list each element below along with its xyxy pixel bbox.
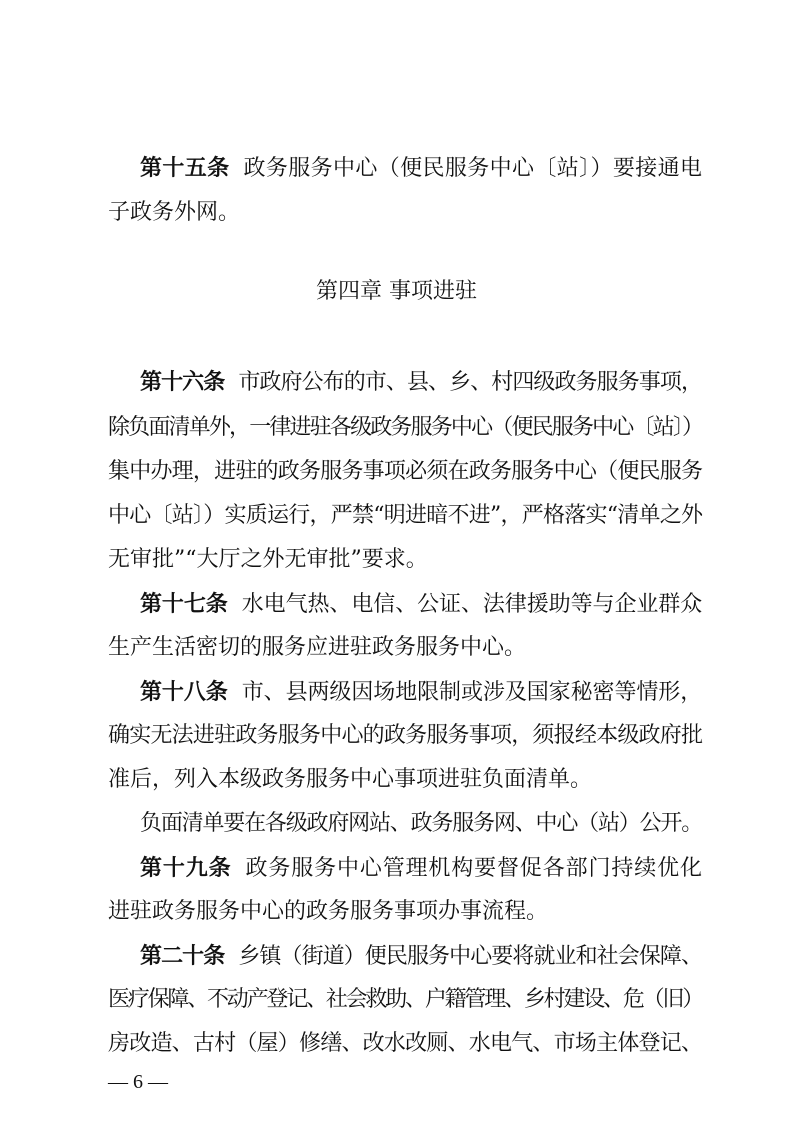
article-label: 第十九条 — [140, 855, 232, 881]
article-15-line-1 — [140, 146, 702, 190]
text: 市政府公布的市、县、乡、村四级政务服务事项， — [238, 370, 702, 395]
article-16-line-1 — [140, 360, 702, 404]
text: 乡镇（街道）便民服务中心要将就业和社会保障、 — [238, 944, 702, 969]
article-20-line-1 — [140, 934, 702, 978]
article-label: 第二十条 — [140, 943, 225, 969]
article-16-line-3: 集中办理，进驻的政务服务事项必须在政务服务中心（便民服务 — [108, 459, 702, 484]
article-17-line-2: 生产生活密切的服务应进驻政务服务中心。 — [108, 635, 527, 660]
text: 市、县两级因场地限制或涉及国家秘密等情形， — [241, 680, 702, 705]
article-15-line-2: 子政务外网。 — [108, 200, 241, 225]
negative-list-paragraph: 负面清单要在各级政府网站、政务服务网、中心（站）公开。 — [140, 811, 702, 836]
article-19-line-2: 进驻政务服务中心的政务服务事项办事流程。 — [108, 899, 549, 924]
page-number: — 6 — — [108, 1071, 168, 1093]
article-label: 第十八条 — [140, 679, 228, 705]
article-label: 第十五条 — [140, 155, 230, 181]
article-17-line-1 — [140, 582, 702, 626]
chapter-heading: 第四章 事项进驻 — [316, 279, 477, 304]
article-18-line-3: 准后，列入本级政务服务中心事项进驻负面清单。 — [108, 767, 593, 792]
article-20-line-2: 医疗保障、不动产登记、社会救助、户籍管理、乡村建设、危（旧） — [108, 987, 702, 1012]
article-18-line-1 — [140, 670, 702, 714]
article-16-line-2: 除负面清单外，一律进驻各级政务服务中心（便民服务中心〔站〕） — [108, 415, 702, 440]
article-18-line-2: 确实无法进驻政务服务中心的政务服务事项，须报经本级政府批 — [108, 723, 702, 748]
text: 政务服务中心（便民服务中心〔站〕）要接通电 — [243, 156, 702, 181]
article-20-line-3: 房改造、古村（屋）修缮、改水改厕、水电气、市场主体登记、 — [108, 1031, 702, 1056]
article-16-line-5: 无审批”“大厅之外无审批”要求。 — [108, 547, 428, 572]
text: 水电气热、电信、公证、法律援助等与企业群众 — [241, 592, 702, 617]
article-label: 第十六条 — [140, 369, 225, 395]
article-label: 第十七条 — [140, 591, 228, 617]
text: 政务服务中心管理机构要督促各部门持续优化 — [245, 856, 702, 881]
article-19-line-1 — [140, 846, 702, 890]
article-16-line-4: 中心〔站〕）实质运行，严禁“明进暗不进”，严格落实“清单之外 — [108, 503, 703, 528]
